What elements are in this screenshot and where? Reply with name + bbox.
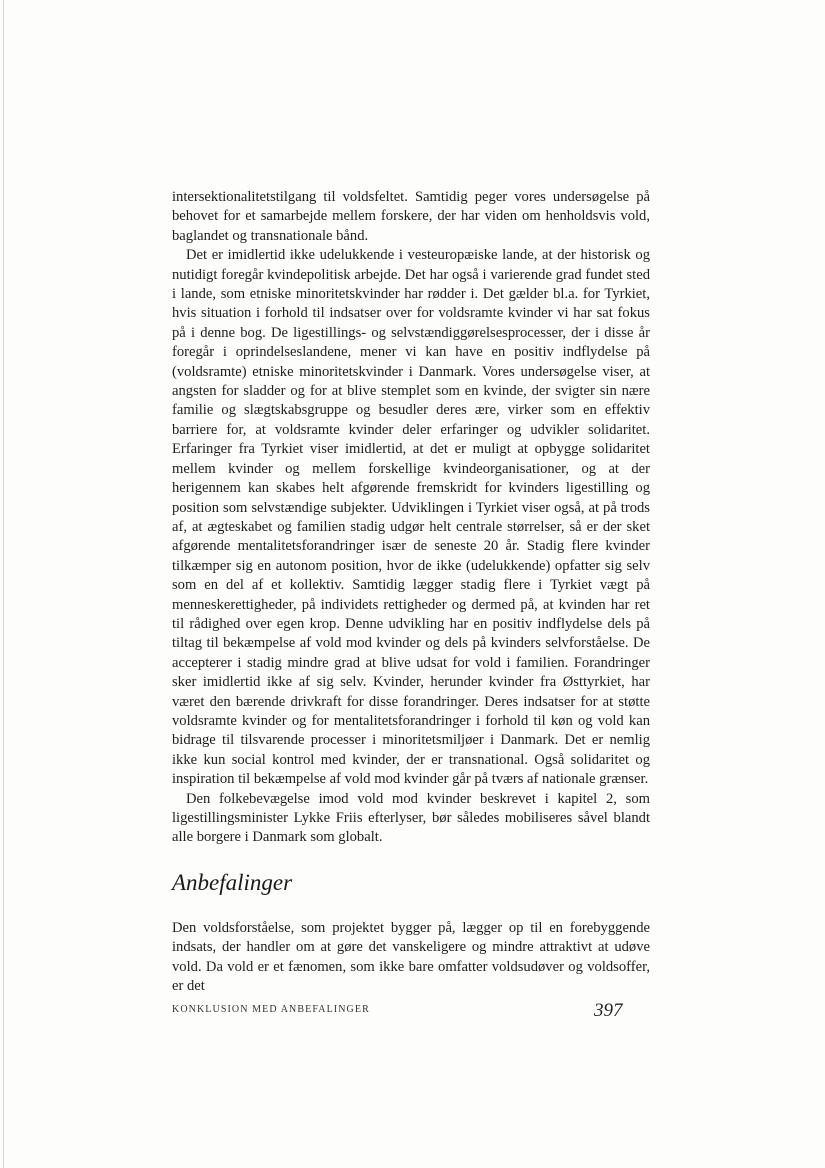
paragraph-2: Det er imidlertid ikke udelukkende i vesteuropæiske lande, at der historisk og nutidigt foregår kvindepolitisk arbejde. Det har også i varierende grad fundet sted i lande, som etniske minoritetskvinder har rødder i. Det gælder bl.a. for Tyrkiet, hvis situation i forhold til indsatser over for voldsramte kvinder vi har sat fokus på i denne bog. De ligestillings- og selvstændiggørelsesprocesser, der i disse år foregår i oprindelseslandene, mener vi kan have en positiv indflydelse på (voldsramte) etniske minoritetskvinder i Danmark. Vores undersøgelse viser, at angsten for sladder og for at blive stemplet som en kvinde, der svigter sin nære familie og slægtskabsgruppe og besudler deres ære, virker som en effektiv barriere for, at voldsramte kvinder deler erfaringer og udvikler solidaritet. Erfaringer fra Tyrkiet viser imidlertid, at det er muligt at opbygge solidaritet mellem kvinder og mellem forskellige kvindeorganisationer, og at der herigennem kan skabes helt afgørende fremskridt for kvinders ligestilling og position som selvstændige subjekter. Udviklingen i Tyrkiet viser også, at på trods af, at ægteskabet og familien stadig udgør helt centrale størrelser, så er der sket afgørende mentalitetsforandringer især de seneste 20 år. Stadig flere kvinder tilkæmper sig en autonom position, hvor de ikke (udelukkende) opfatter sig selv som en del af et kollektiv. Samtidig lægger stadig flere i Tyrkiet vægt på menneskerettigheder, på individets rettigheder og dermed på, at kvinden har ret til rådighed over egen krop. Denne udvikling har en positiv indflydelse dels på tiltag til bekæmpelse af vold mod kvinder og dels på kvinders selvforståelse. De accepterer i stadig mindre grad at blive udsat for vold i familien. Forandringer sker imidlertid ikke af sig selv. Kvinder, herunder kvinder fra Østtyrkiet, har været den bærende drivkraft for disse forandringer. Deres indsatser for at støtte voldsramte kvinder og for mentalitetsforandringer i forhold til køn og vold kan bidrage til tilsvarende processer i minoritetsmiljøer i Danmark. Det er nemlig ikke kun social kontrol med kvinder, der er transnational. Også solidaritet og inspiration til bekæmpelse af vold mod kvinder går på tværs af nationale grænser. xyxy=(172,247,650,788)
paragraph-3: Den folkebevægelse imod vold mod kvinder beskrevet i kapitel 2, som ligestillingsminister Lykke Friis efterlyser, bør således mobiliseres såvel blandt alle borgere i Danmark som globalt. xyxy=(172,790,650,846)
section-body xyxy=(172,919,650,997)
section-heading: Anbefalinger xyxy=(172,870,293,895)
body-text xyxy=(172,188,650,848)
page-number: 397 xyxy=(594,1000,623,1021)
running-footer: KONKLUSION MED ANBEFALINGER xyxy=(172,1004,370,1015)
paragraph-1: intersektionalitetstilgang til voldsfeltet. Samtidig peger vores undersøgelse på behovet for et samarbejde mellem forskere, der har viden om henholdsvis vold, baglandet og transnationale bånd. xyxy=(172,189,650,244)
page-edge-line xyxy=(3,0,4,1168)
section-paragraph: Den voldsforståelse, som projektet bygger på, lægger op til en forebyggende indsats, der handler om at gøre det vanskeligere og mindre attraktivt at udøve vold. Da vold er et fænomen, som ikke bare omfatter voldsudøver og voldsoffer, er det xyxy=(172,920,650,995)
